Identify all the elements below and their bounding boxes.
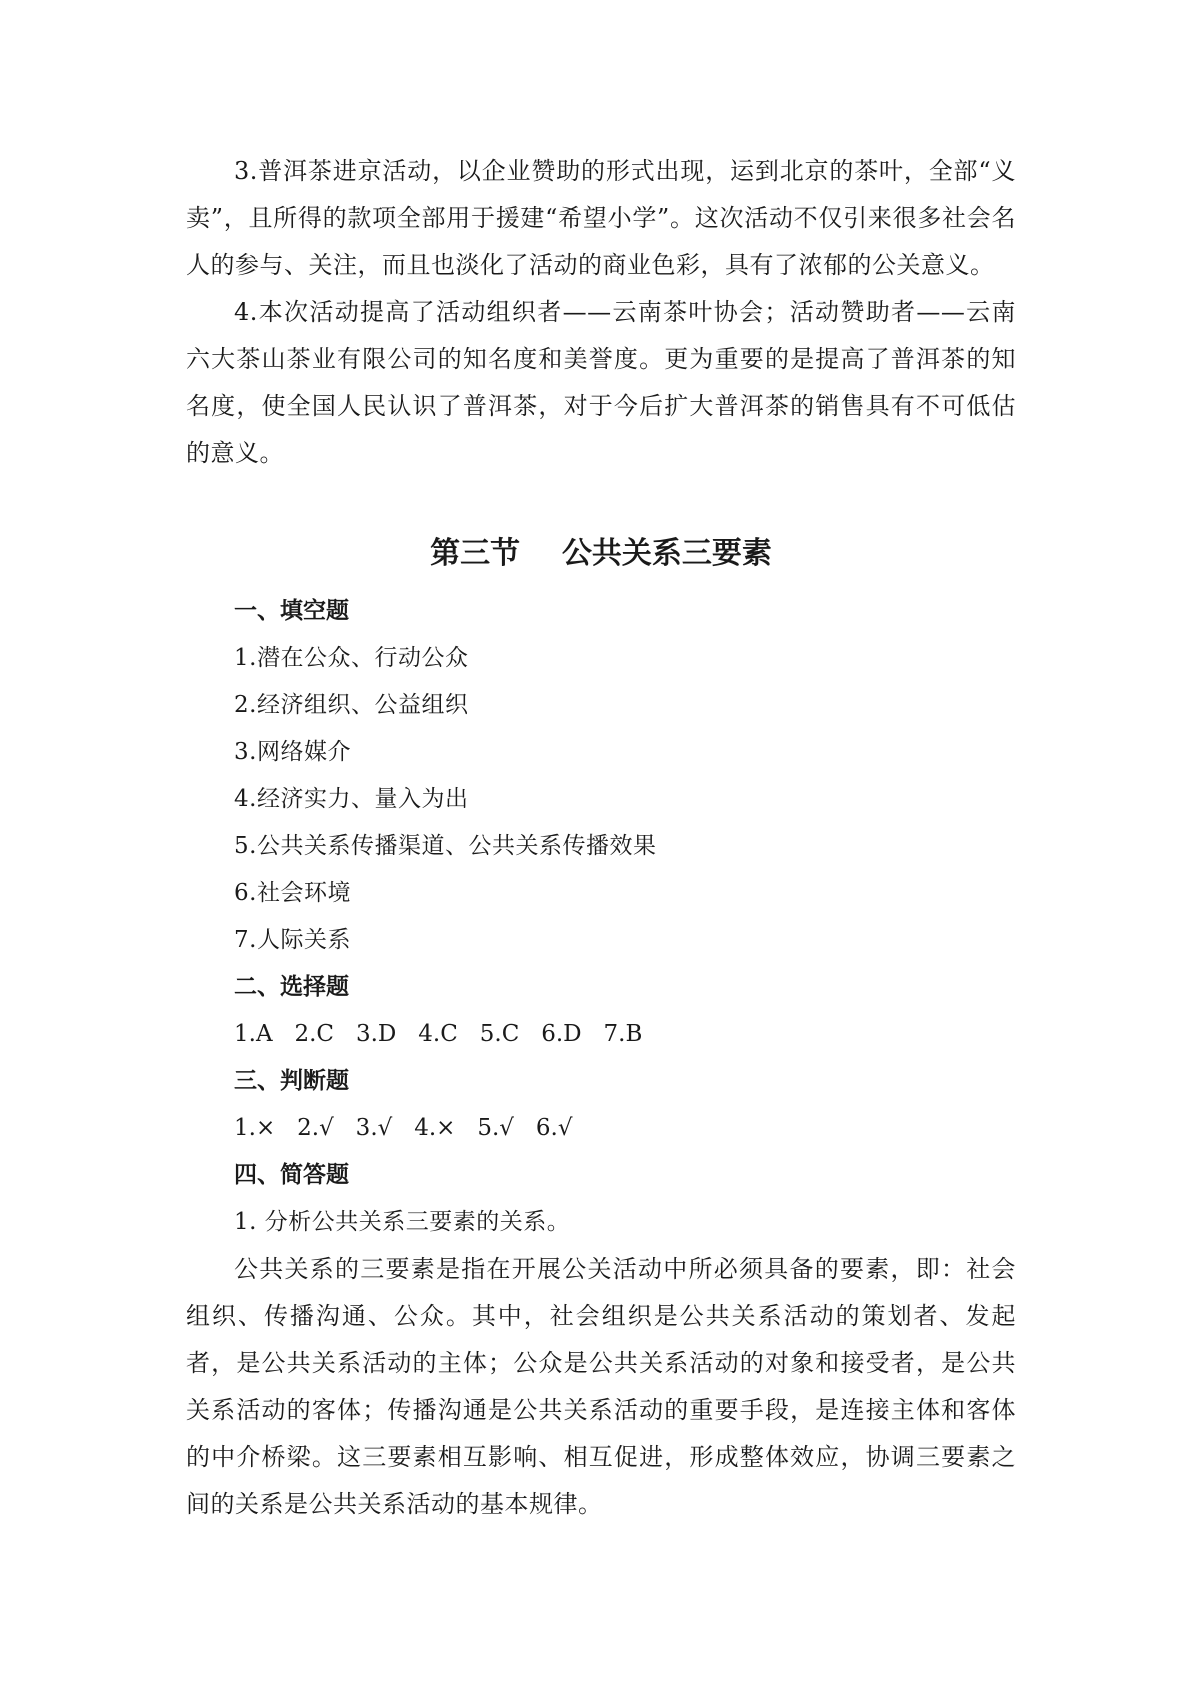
fill-blank-answer-2: 2.经济组织、公益组织 <box>234 692 469 718</box>
short-answer-paragraph: 公共关系的三要素是指在开展公关活动中所必须具备的要素，即：社会组织、传播沟通、公众。其中，社会组织是公共关系活动的策划者、发起者，是公共关系活动的主体；公众是公共关系活动的对象和接受者，是公共关系活动的客体；传播沟通是公共关系活动的重要手段，是连接主体和客体的中介桥梁。这三要素相互影响、相互促进，形成整体效应，协调三要素之间的关系是公共关系活动的基本规律。 <box>186 1255 1016 1518</box>
fill-blank-answer-4: 4.经济实力、量入为出 <box>234 786 469 812</box>
section-title: 第三节 公共关系三要素 <box>430 536 772 571</box>
fill-blank-answer-7: 7.人际关系 <box>234 927 351 953</box>
document-page <box>186 148 1016 1518</box>
fill-blank-heading: 一、填空题 <box>234 598 349 624</box>
choice-heading: 二、选择题 <box>234 974 349 1000</box>
short-answer-question: 1. 分析公共关系三要素的关系。 <box>234 1209 571 1235</box>
short-answer-heading: 四、简答题 <box>234 1162 349 1188</box>
paragraph-item-3: 3.普洱茶进京活动，以企业赞助的形式出现，运到北京的茶叶，全部“义卖”，且所得的款项全部用于援建“希望小学”。这次活动不仅引来很多社会名人的参与、关注，而且也淡化了活动的商业色彩，具有了浓郁的公关意义。 <box>186 157 1016 279</box>
fill-blank-answer-5: 5.公共关系传播渠道、公共关系传播效果 <box>234 833 657 859</box>
paragraph-item-4: 4.本次活动提高了活动组织者——云南茶叶协会；活动赞助者——云南六大茶山茶业有限公司的知名度和美誉度。更为重要的是提高了普洱茶的知名度，使全国人民认识了普洱茶，对于今后扩大普洱茶的销售具有不可低估的意义。 <box>186 298 1016 467</box>
fill-blank-answer-3: 3.网络媒介 <box>234 739 351 765</box>
section-content <box>186 588 1016 1528</box>
fill-blank-answer-6: 6.社会环境 <box>234 880 351 906</box>
fill-blank-answer-1: 1.潜在公众、行动公众 <box>234 645 469 671</box>
choice-answers: 1.A 2.C 3.D 4.C 5.C 6.D 7.B <box>234 1021 643 1047</box>
judge-answers: 1.× 2.√ 3.√ 4.× 5.√ 6.√ <box>234 1115 573 1141</box>
judge-heading: 三、判断题 <box>234 1068 349 1094</box>
